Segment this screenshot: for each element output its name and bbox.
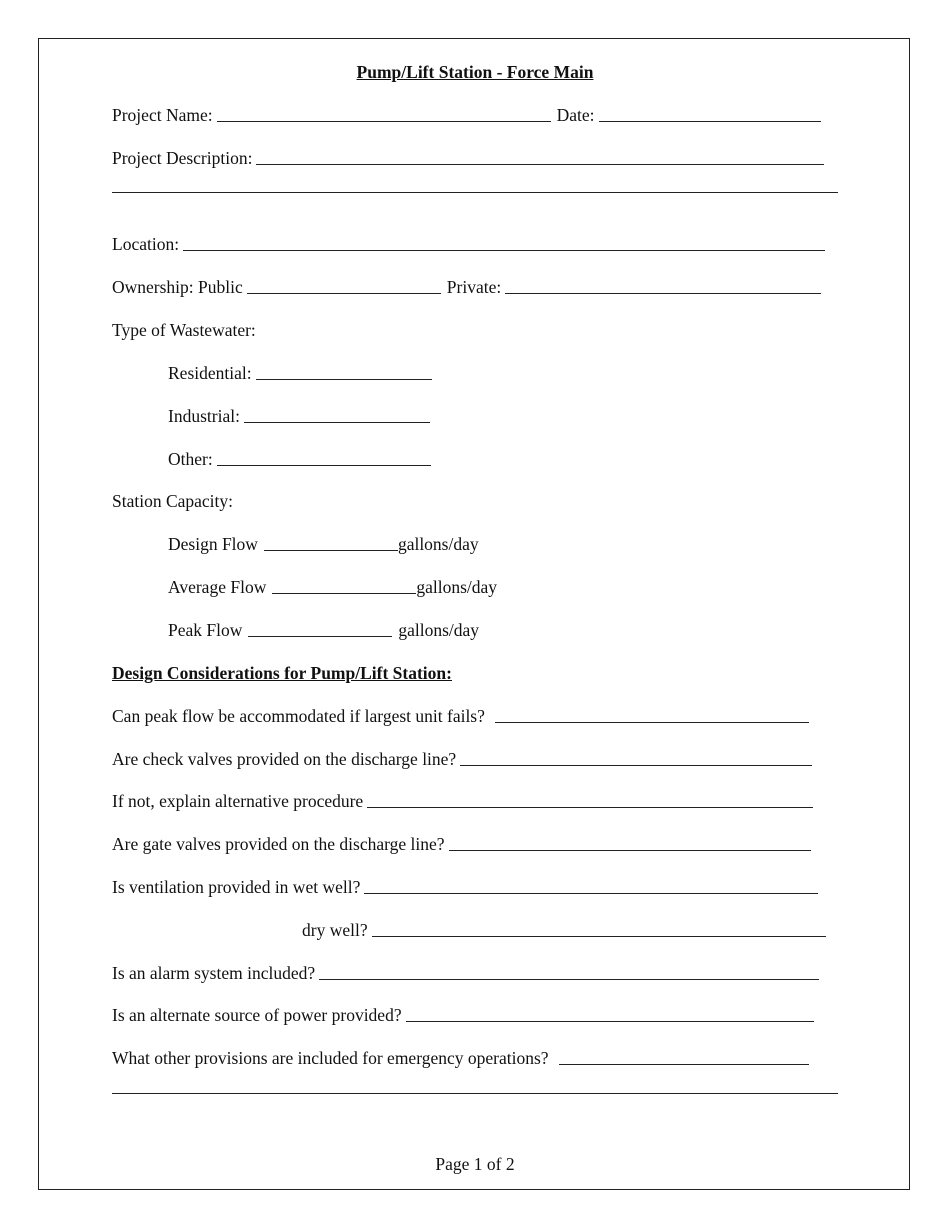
station-capacity-label: Station Capacity: [112, 491, 234, 511]
industrial-field[interactable] [244, 405, 430, 423]
alarm-row [112, 962, 819, 984]
peak-flow-field[interactable] [248, 619, 392, 637]
ownership-public-field[interactable] [247, 276, 441, 294]
gate-valves-label: Are gate valves provided on the discharge line? [112, 834, 445, 854]
location-field[interactable] [183, 233, 825, 251]
design-flow-label: Design Flow [168, 534, 258, 554]
project-name-row [112, 104, 821, 126]
ventilation-dry-field[interactable] [372, 919, 826, 937]
project-description-field-line-2[interactable] [112, 192, 838, 193]
type-of-wastewater-label: Type of Wastewater: [112, 320, 256, 340]
peak-flow-label: Peak Flow [168, 620, 243, 640]
peak-flow-question-label: Can peak flow be accommodated if largest unit fails? [112, 706, 485, 726]
project-description-label: Project Description: [112, 148, 253, 168]
residential-label: Residential: [168, 363, 252, 383]
average-flow-label: Average Flow [168, 577, 267, 597]
page-title: Pump/Lift Station - Force Main [356, 62, 594, 82]
ownership-row [112, 276, 821, 298]
ownership-private-field[interactable] [505, 276, 821, 294]
type-of-wastewater-row [112, 319, 256, 341]
location-label: Location: [112, 234, 180, 254]
gate-valves-row [112, 833, 811, 855]
ventilation-wet-row [112, 876, 818, 898]
project-name-label: Project Name: [112, 105, 213, 125]
average-flow-field[interactable] [272, 576, 416, 594]
peak-flow-question-field[interactable] [495, 705, 809, 723]
ventilation-dry-row [302, 919, 826, 941]
emergency-field-line-2[interactable] [112, 1093, 838, 1094]
check-valves-field[interactable] [460, 748, 812, 766]
design-flow-field[interactable] [264, 533, 398, 551]
peak-flow-row [168, 619, 479, 641]
gate-valves-field[interactable] [449, 833, 811, 851]
other-label: Other: [168, 449, 213, 469]
ventilation-dry-label: dry well? [302, 920, 368, 940]
project-description-field[interactable] [256, 147, 824, 165]
ventilation-wet-label: Is ventilation provided in wet well? [112, 877, 361, 897]
project-name-field[interactable] [217, 104, 551, 122]
industrial-row [168, 405, 430, 427]
check-valves-row [112, 748, 812, 770]
peak-flow-unit: gallons/day [398, 620, 480, 640]
alarm-field[interactable] [319, 962, 819, 980]
other-row [168, 448, 431, 470]
other-field[interactable] [217, 448, 431, 466]
design-considerations-heading [112, 662, 452, 684]
peak-flow-question-row [112, 705, 809, 727]
ventilation-wet-field[interactable] [364, 876, 818, 894]
ownership-public-label: Ownership: Public [112, 277, 243, 297]
residential-field[interactable] [256, 362, 432, 380]
if-not-row [112, 790, 813, 812]
location-row [112, 233, 825, 255]
date-field[interactable] [599, 104, 821, 122]
project-description-row [112, 147, 824, 169]
alarm-label: Is an alarm system included? [112, 963, 316, 983]
design-flow-row [168, 533, 479, 555]
station-capacity-row [112, 490, 233, 512]
average-flow-row [168, 576, 497, 598]
residential-row [168, 362, 432, 384]
date-label: Date: [556, 105, 595, 125]
emergency-field[interactable] [559, 1047, 809, 1065]
alternate-power-label: Is an alternate source of power provided? [112, 1005, 402, 1025]
industrial-label: Industrial: [168, 406, 240, 426]
design-flow-unit: gallons/day [397, 534, 479, 554]
if-not-field[interactable] [367, 790, 813, 808]
average-flow-unit: gallons/day [416, 577, 498, 597]
emergency-row [112, 1047, 809, 1069]
alternate-power-field[interactable] [406, 1004, 814, 1022]
check-valves-label: Are check valves provided on the discharge line? [112, 749, 457, 769]
emergency-label: What other provisions are included for emergency operations? [112, 1048, 549, 1068]
alternate-power-row [112, 1004, 814, 1026]
page-number: Page 1 of 2 [435, 1154, 515, 1174]
if-not-label: If not, explain alternative procedure [112, 791, 364, 811]
ownership-private-label: Private: [446, 277, 502, 297]
design-considerations-heading-text: Design Considerations for Pump/Lift Station: [112, 663, 452, 683]
